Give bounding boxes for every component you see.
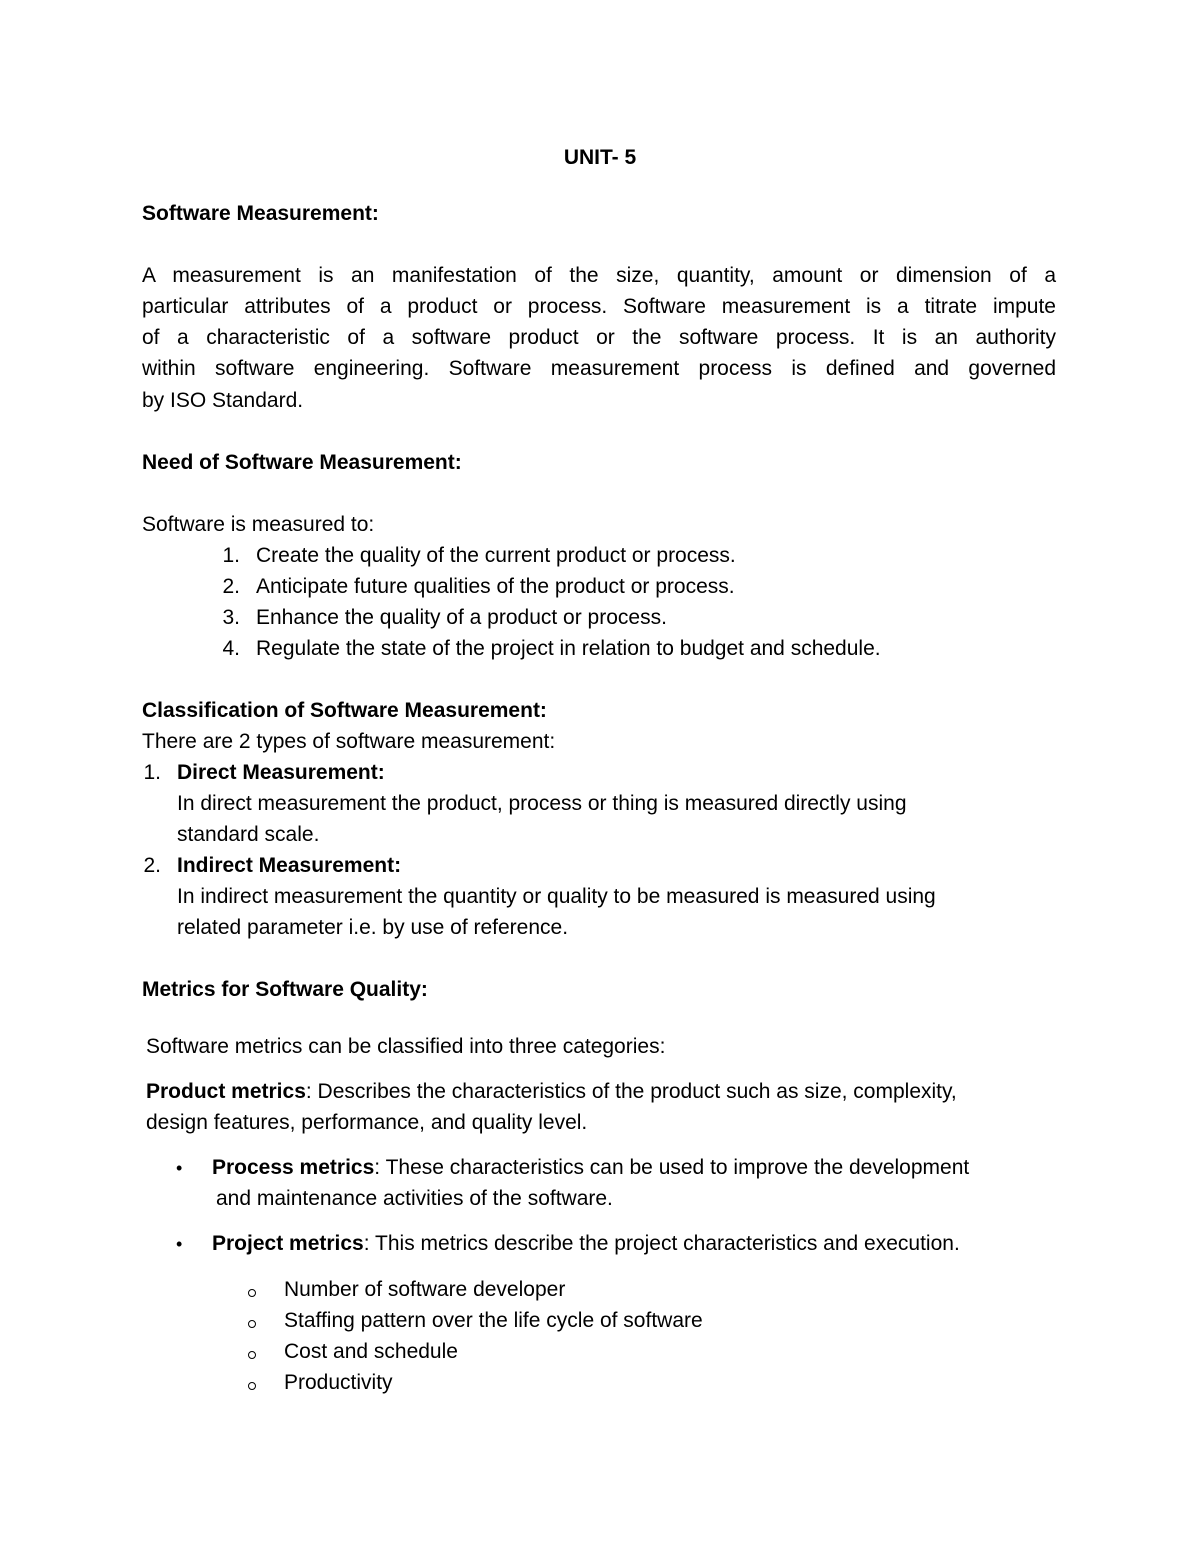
project-metrics-text: : This metrics describe the project characteristics and execution. [363, 1232, 960, 1255]
product-metrics-line [146, 1079, 957, 1105]
process-metrics-line [212, 1155, 969, 1181]
project-sub-item: Productivity [284, 1371, 393, 1394]
indirect-measurement-text: In indirect measurement the quantity or quality to be measured is measured using [177, 885, 936, 908]
direct-measurement-text: standard scale. [177, 823, 320, 846]
metrics-intro: Software metrics can be classified into three categories: [146, 1035, 666, 1058]
measurement-paragraph-line: A measurement is an manifestation of the size, quantity, amount or dimension of a [142, 264, 1056, 287]
bullet-icon: • [176, 1158, 183, 1178]
product-metrics-text: design features, performance, and quality level. [146, 1111, 588, 1134]
bullet-icon: • [176, 1234, 183, 1254]
list-number: 4. [222, 637, 240, 660]
product-metrics-text: : Describes the characteristics of the product such as size, complexity, [305, 1080, 957, 1103]
indirect-measurement-title: Indirect Measurement: [177, 854, 402, 877]
circle-bullet-icon [248, 1320, 256, 1328]
direct-measurement-title: Direct Measurement: [177, 761, 385, 784]
heading-software-measurement: Software Measurement: [142, 202, 379, 225]
project-metrics-line [212, 1231, 960, 1257]
heading-metrics: Metrics for Software Quality: [142, 978, 428, 1001]
project-metrics-label: Project metrics [212, 1232, 364, 1255]
project-sub-item: Cost and schedule [284, 1340, 458, 1363]
page-title: UNIT- 5 [563, 146, 637, 169]
circle-bullet-icon [248, 1289, 256, 1297]
direct-measurement-text: In direct measurement the product, process or thing is measured directly using [177, 792, 907, 815]
need-list-item: Anticipate future qualities of the product or process. [256, 575, 735, 598]
list-number: 1. [143, 761, 161, 784]
list-number: 3. [222, 606, 240, 629]
list-number: 2. [222, 575, 240, 598]
measurement-paragraph-line: particular attributes of a product or process. Software measurement is a titrate impute [142, 295, 1056, 318]
heading-classification: Classification of Software Measurement: [142, 699, 547, 722]
list-number: 2. [143, 854, 161, 877]
measurement-paragraph-line: of a characteristic of a software product or the software process. It is an authority [142, 326, 1056, 349]
measurement-paragraph-line: by ISO Standard. [142, 389, 304, 412]
circle-bullet-icon [248, 1382, 256, 1390]
classification-intro: There are 2 types of software measurement: [142, 730, 556, 753]
need-list-item: Regulate the state of the project in relation to budget and schedule. [256, 637, 881, 660]
need-list-item: Create the quality of the current product or process. [256, 544, 736, 567]
product-metrics-label: Product metrics [146, 1080, 306, 1103]
measurement-paragraph-line: within software engineering. Software measurement process is defined and governed [142, 357, 1056, 380]
heading-need-of-measurement: Need of Software Measurement: [142, 451, 462, 474]
project-sub-item: Staffing pattern over the life cycle of software [284, 1309, 703, 1332]
process-metrics-label: Process metrics [212, 1156, 375, 1179]
process-metrics-text: : These characteristics can be used to improve the development [374, 1156, 970, 1179]
list-number: 1. [222, 544, 240, 567]
need-intro: Software is measured to: [142, 513, 375, 536]
process-metrics-text: and maintenance activities of the software. [216, 1187, 613, 1210]
need-list-item: Enhance the quality of a product or process. [256, 606, 667, 629]
project-sub-item: Number of software developer [284, 1278, 566, 1301]
indirect-measurement-text: related parameter i.e. by use of reference. [177, 916, 569, 939]
circle-bullet-icon [248, 1351, 256, 1359]
